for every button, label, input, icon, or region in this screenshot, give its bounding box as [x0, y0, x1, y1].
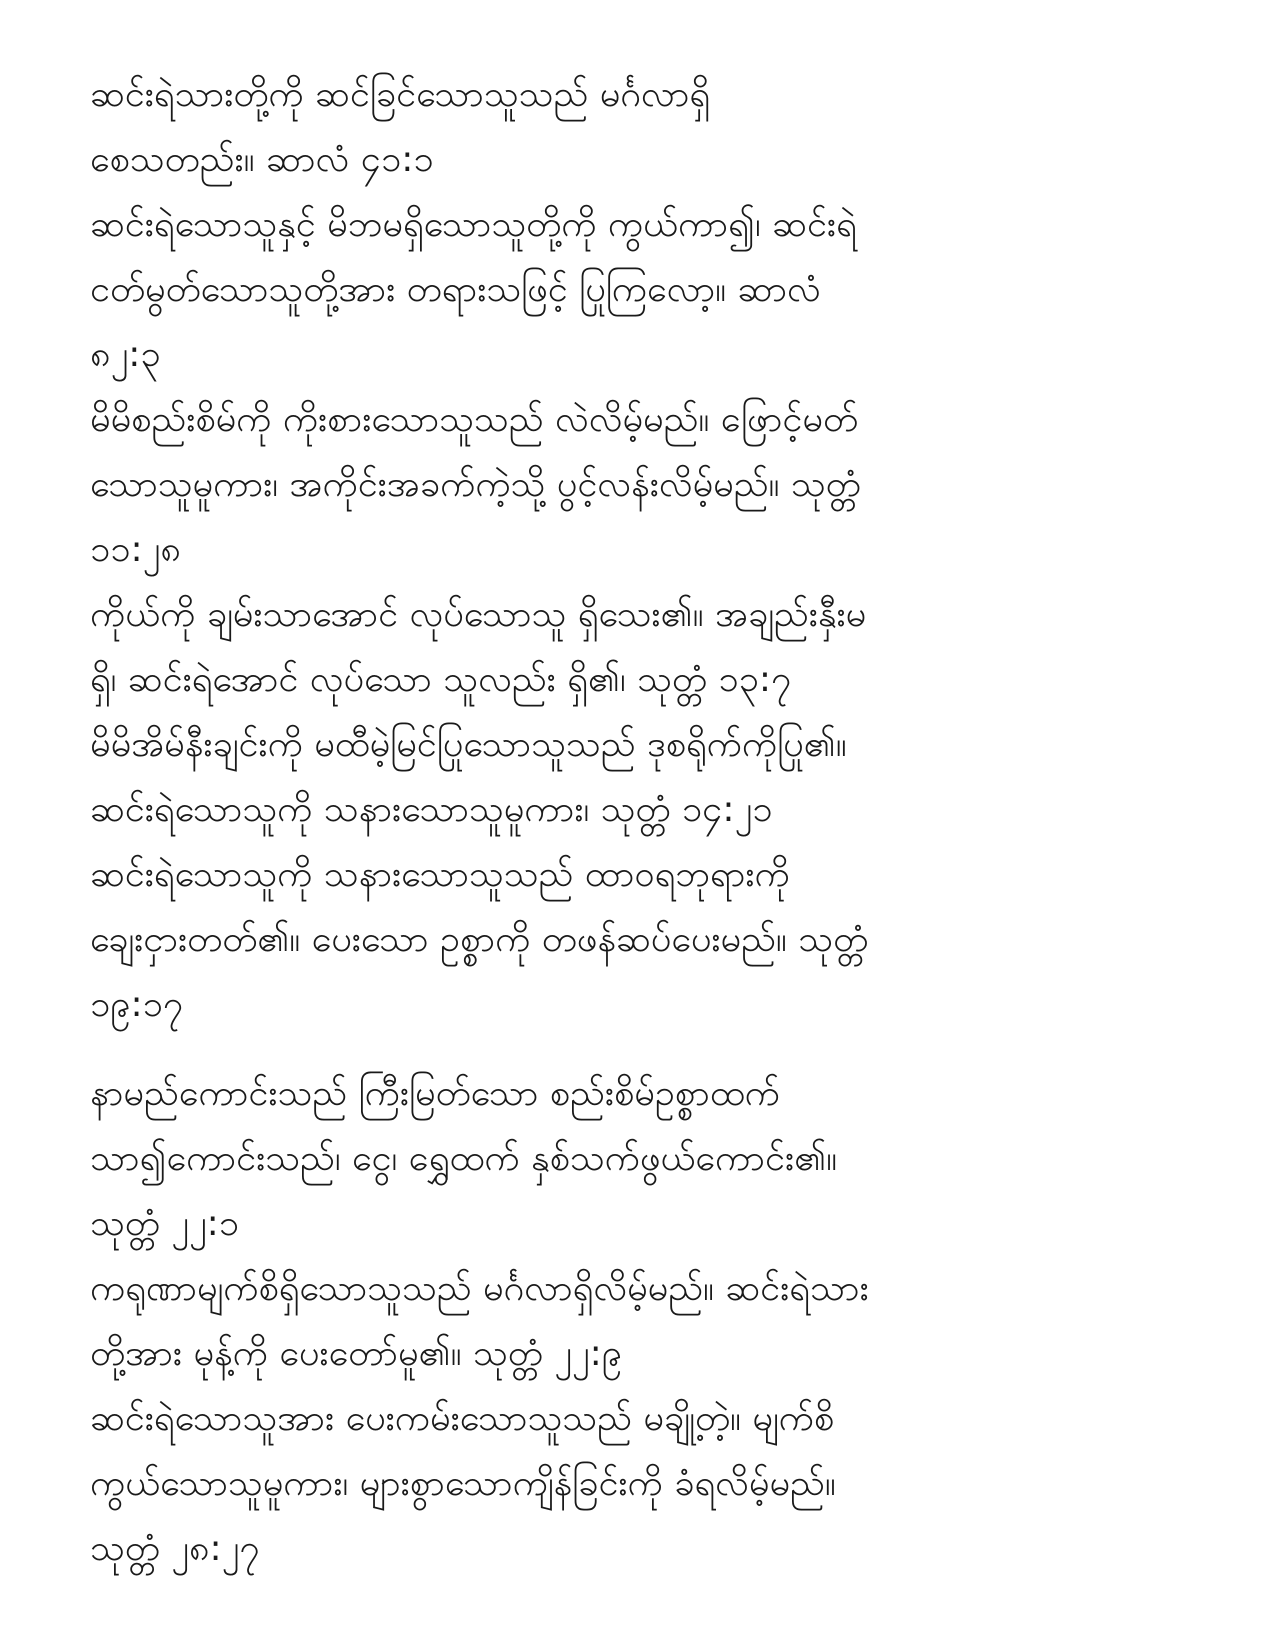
paragraph-gap — [90, 1037, 1189, 1061]
text-line: တို့အား မုန့်ကို ပေးတော်မူ၏။ သုတ္တံ ၂၂:၉ — [90, 1333, 622, 1374]
text-line: ၁၉:၁၇ — [90, 984, 184, 1025]
text-line: ရှိ၊ ဆင်းရဲအောင် လုပ်သော သူလည်း ရှိ၏၊ သုတ္တံ ၁၃:၇ — [90, 659, 792, 700]
text-line: စေသတည်း။ ဆာလံ ၄၁:၁ — [90, 139, 434, 180]
text-line: သုတ္တံ ၂၈:၂၇ — [90, 1528, 260, 1569]
text-line: ကွယ်သောသူမူကား၊ များစွာသောကျိန်ခြင်းကို ခံရလိမ့်မည်။ — [90, 1463, 836, 1504]
verse-block-1 — [90, 62, 1189, 1037]
text-line: ငတ်မွတ်သောသူတို့အား တရားသဖြင့် ပြုကြလော့။ ဆာလံ — [90, 269, 821, 310]
text-line: ၈၂:၃ — [90, 334, 161, 375]
text-line: ဆင်းရဲသောသူကို သနားသောသူသည် ထာဝရဘုရားကို — [90, 854, 790, 895]
verse-block-2 — [90, 1061, 1189, 1581]
text-line: သောသူမူကား၊ အကိုင်းအခက်ကဲ့သို့ ပွင့်လန်းလိမ့်မည်။ သုတ္တံ — [90, 464, 861, 505]
text-line: ကိုယ်ကို ချမ်းသာအောင် လုပ်သောသူ ရှိသေး၏။ အချည်းနှီးမ — [90, 594, 867, 635]
text-line: ဆင်းရဲသောသူနှင့် မိဘမရှိသောသူတို့ကို ကွယ်ကာ၍၊ ဆင်းရဲ — [90, 204, 857, 245]
text-line: သာ၍ကောင်းသည်၊ ငွေ၊ ရွှေထက် နှစ်သက်ဖွယ်ကောင်း၏။ — [90, 1138, 838, 1179]
text-line: ဆင်းရဲသောသူကို သနားသောသူမူကား၊ သုတ္တံ ၁၄:၂၁ — [90, 789, 773, 830]
text-line: မိမိစည်းစိမ်ကို ကိုးစားသောသူသည် လဲလိမ့်မည်။ ဖြောင့်မတ် — [90, 399, 859, 440]
text-line: မိမိအိမ်နီးချင်းကို မထီမဲ့မြင်ပြုသောသူသည် ဒုစရိုက်ကိုပြု၏။ — [90, 724, 847, 765]
text-line: နာမည်ကောင်းသည် ကြီးမြတ်သော စည်းစိမ်ဥစ္စာထက် — [90, 1073, 780, 1114]
text-line: ကရုဏာမျက်စိရှိသောသူသည် မင်္ဂလာရှိလိမ့်မည်။ ဆင်းရဲသား — [90, 1268, 869, 1309]
text-line: ၁၁:၂၈ — [90, 529, 181, 570]
text-line: သုတ္တံ ၂၂:၁ — [90, 1203, 240, 1244]
text-line: ချေးငှားတတ်၏။ ပေးသော ဥစ္စာကို တဖန်ဆပ်ပေးမည်။ သုတ္တံ — [90, 919, 869, 960]
text-line: ဆင်းရဲသားတို့ကို ဆင်ခြင်သောသူသည် မင်္ဂလာရှိ — [90, 74, 711, 115]
text-line: ဆင်းရဲသောသူအား ပေးကမ်းသောသူသည် မချို့တဲ့။ မျက်စိ — [90, 1398, 835, 1439]
